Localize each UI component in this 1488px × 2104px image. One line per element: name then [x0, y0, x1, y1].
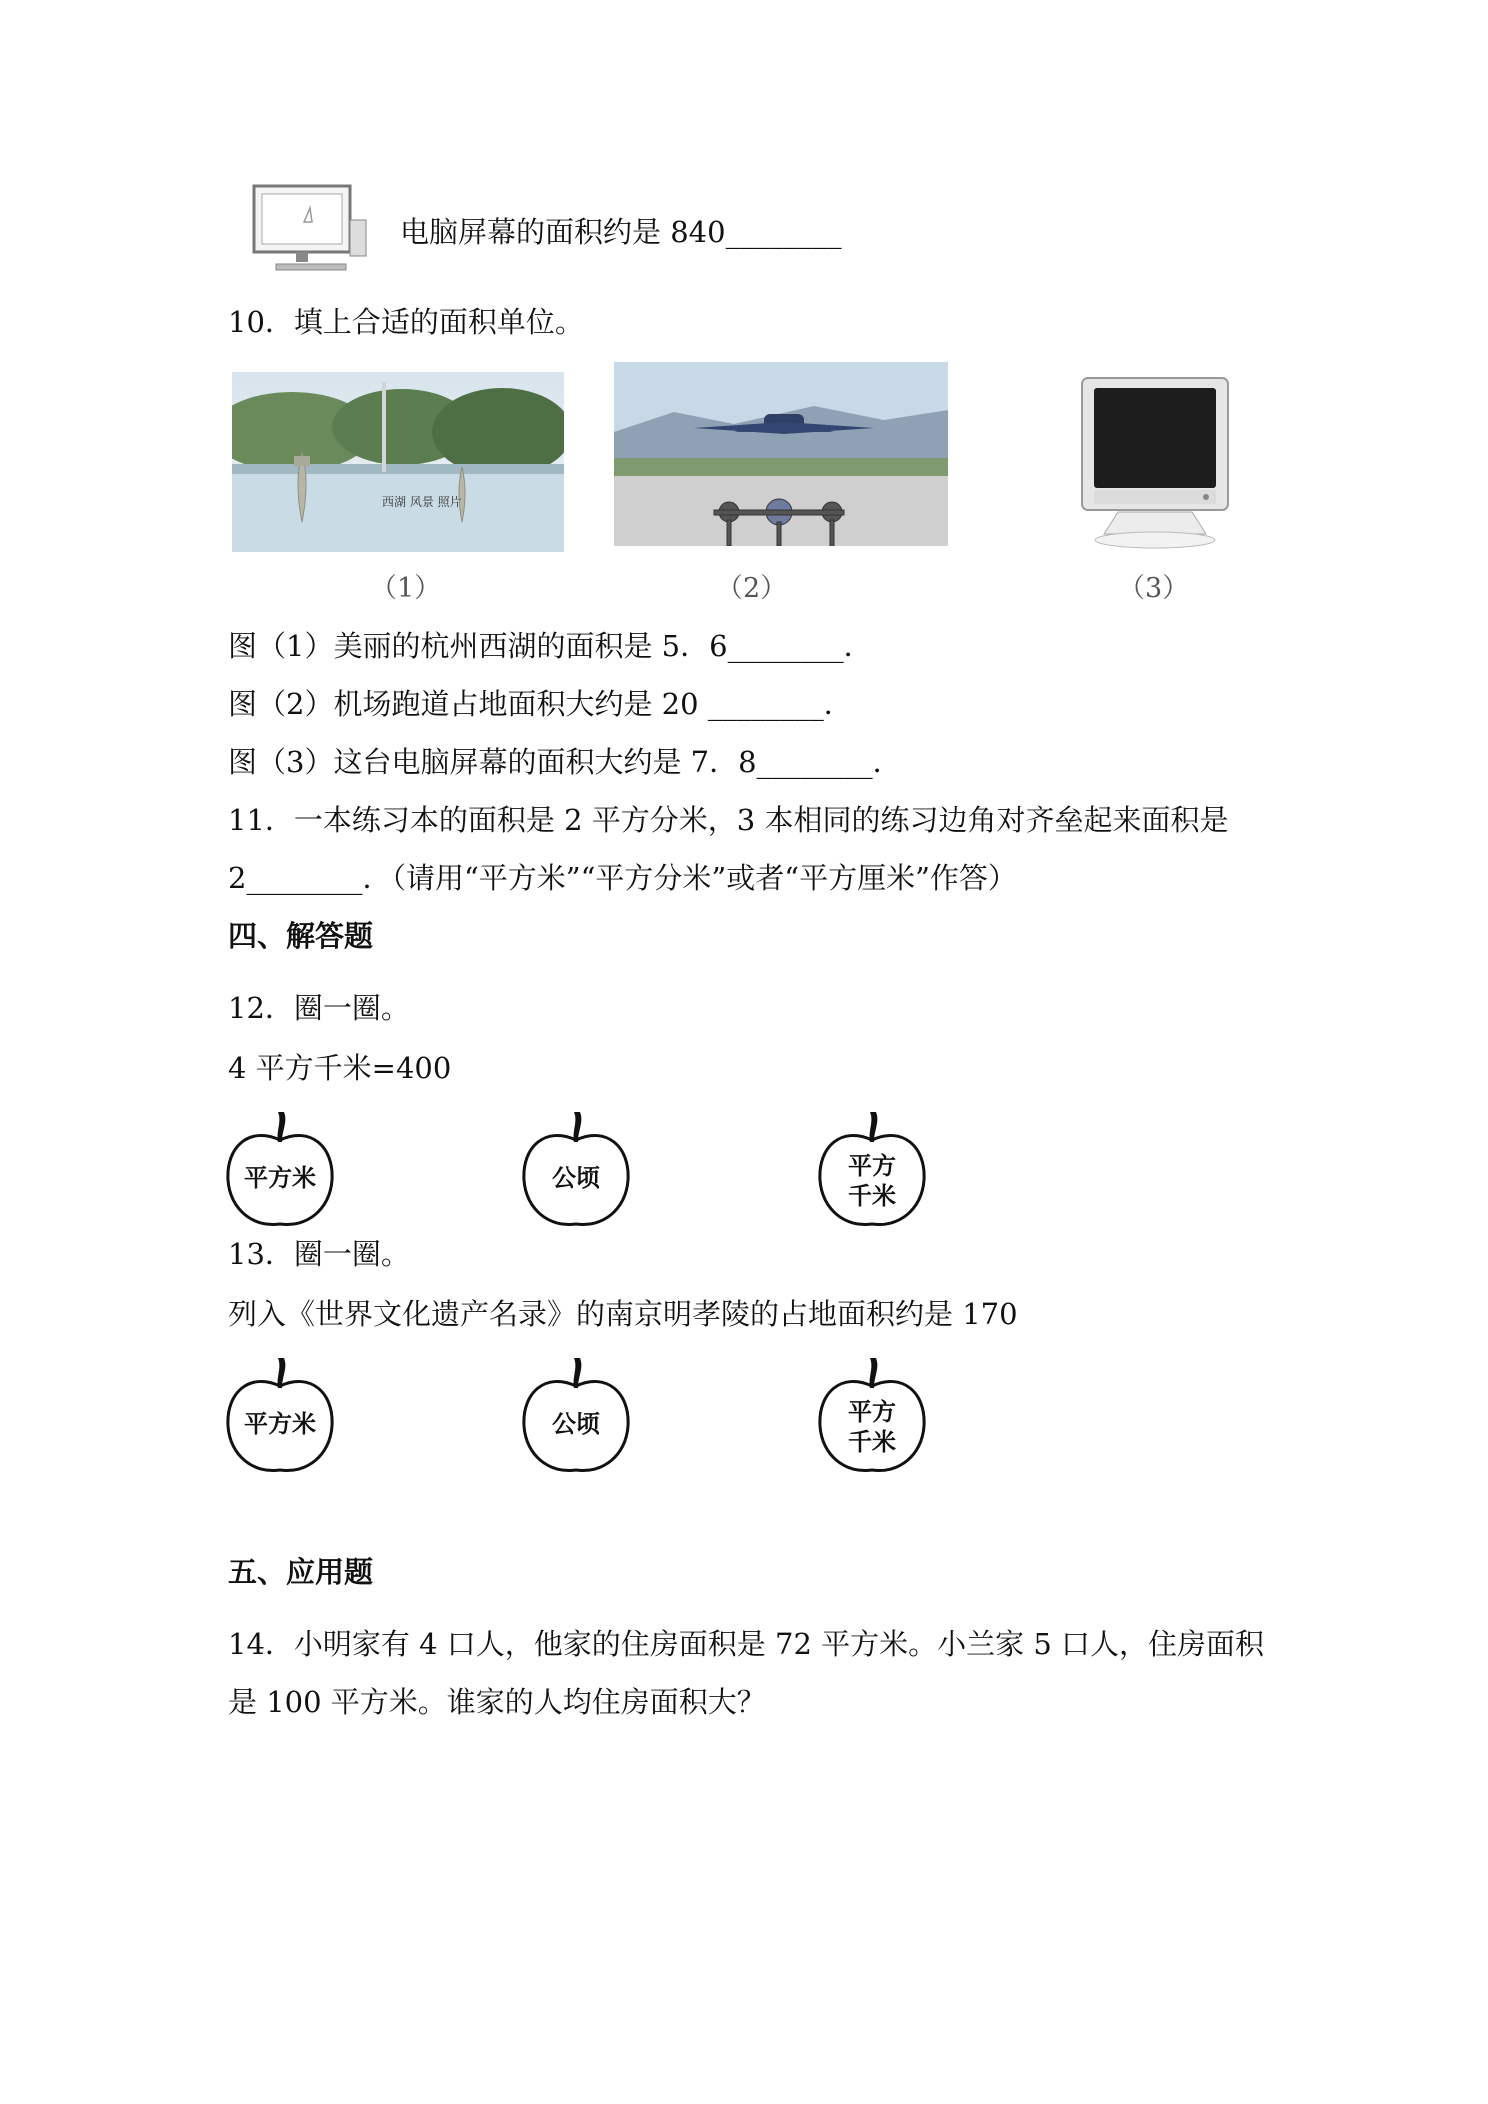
apple-label: 平方米: [244, 1410, 316, 1438]
q10-title: 10．填上合适的面积单位。: [228, 305, 584, 339]
q12-apple-option-2[interactable]: [516, 1106, 636, 1236]
apple-label: 公顷: [552, 1410, 600, 1438]
west-lake-image-caption: 西湖 风景 照片: [382, 495, 462, 509]
crt-monitor-image: [1072, 374, 1238, 552]
apple-label-line-1: 平方: [848, 1398, 896, 1426]
apple-label: 公顷: [552, 1164, 600, 1192]
apple-label: 平方米: [244, 1164, 316, 1192]
apple-label-line-2: 千米: [848, 1182, 896, 1210]
q13-apple-option-1[interactable]: [220, 1352, 340, 1482]
apple-label-line-1: 平方: [848, 1152, 896, 1180]
q14-line-1: 14．小明家有 4 口人，他家的住房面积是 72 平方米。小兰家 5 口人，住房面积: [228, 1627, 1265, 1661]
q12-apple-option-3[interactable]: [812, 1106, 932, 1236]
q11-line-2: 2________．（请用“平方米”“平方分米”或者“平方厘米”作答）: [228, 861, 1017, 895]
section-5-heading: 五、应用题: [228, 1555, 374, 1589]
q13-title: 13．圈一圈。: [228, 1237, 410, 1271]
q10-line-2: 图（2）机场跑道占地面积大约是 20 ________．: [228, 687, 853, 721]
q12-title: 12．圈一圈。: [228, 991, 410, 1025]
q9-tail-text: 电脑屏幕的面积约是 840________: [400, 215, 842, 249]
airport-runway-image: [614, 362, 948, 546]
figure-caption-2: （2）: [716, 573, 788, 604]
q12-apple-option-1[interactable]: [220, 1106, 340, 1236]
computer-icon: [246, 180, 376, 280]
apple-label-line-2: 千米: [848, 1428, 896, 1456]
figure-caption-3: （3）: [1118, 573, 1190, 604]
west-lake-image: [232, 372, 564, 552]
section-4-heading: 四、解答题: [228, 919, 374, 953]
q13-prompt: 列入《世界文化遗产名录》的南京明孝陵的占地面积约是 170: [228, 1297, 1018, 1331]
q14-line-2: 是 100 平方米。谁家的人均住房面积大？: [228, 1685, 766, 1719]
q10-line-3: 图（3）这台电脑屏幕的面积大约是 7．8________．: [228, 745, 902, 779]
q13-apple-option-3[interactable]: [812, 1352, 932, 1482]
q10-line-1: 图（1）美丽的杭州西湖的面积是 5．6________．: [228, 629, 873, 663]
q13-apple-option-2[interactable]: [516, 1352, 636, 1482]
q12-prompt: 4 平方千米=400: [228, 1051, 452, 1085]
q11-line-1: 11．一本练习本的面积是 2 平方分米，3 本相同的练习边角对齐垒起来面积是: [228, 803, 1229, 837]
figure-caption-1: （1）: [370, 573, 442, 604]
